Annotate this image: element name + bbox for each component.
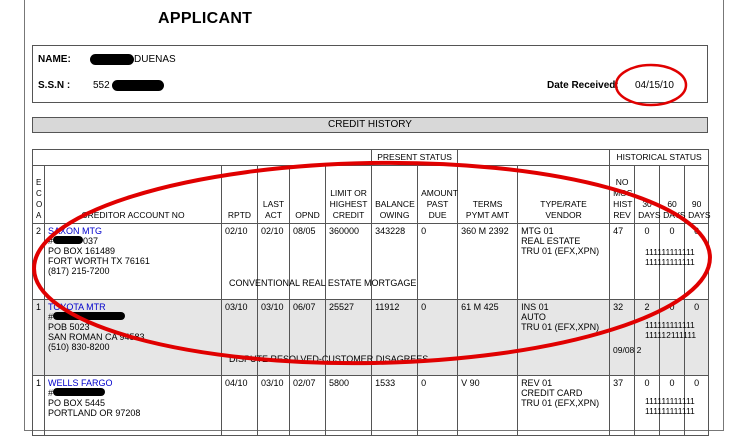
history-line-2: 111111111111 bbox=[645, 257, 695, 267]
limit-value: 360000 bbox=[326, 224, 372, 300]
col-past-due: AMOUNT PAST DUE bbox=[418, 166, 458, 224]
row-remark: CONVENTIONAL REAL ESTATE MORTGAGE bbox=[229, 278, 417, 288]
col-type: TYPE/RATE VENDOR bbox=[518, 166, 610, 224]
type-line-1: REV 01 bbox=[521, 378, 553, 388]
opnd-value: 02/07 bbox=[290, 376, 326, 436]
d90-value: 0 bbox=[685, 300, 709, 376]
present-status-header: PRESENT STATUS bbox=[372, 150, 458, 166]
limit-value: 5800 bbox=[326, 376, 372, 436]
creditor-address-1: PO BOX 161489 bbox=[48, 246, 116, 256]
date-received-label: Date Received: bbox=[547, 80, 619, 91]
table-row bbox=[33, 300, 709, 376]
no-mos-value: 37 bbox=[610, 376, 635, 436]
history-line-1: 111111111111 bbox=[645, 320, 695, 330]
account-redaction bbox=[53, 236, 83, 244]
col-last-act: LAST ACT bbox=[258, 166, 290, 224]
creditor-address-2: SAN ROMAN CA 94583 bbox=[48, 332, 145, 342]
creditor-address-2: FORT WORTH TX 76161 bbox=[48, 256, 150, 266]
type-line-1: INS 01 bbox=[521, 302, 549, 312]
history-line-1: 111111111111 bbox=[645, 396, 695, 406]
account-prefix: # bbox=[48, 388, 54, 398]
d30-value: 0 bbox=[635, 224, 660, 300]
creditor-cell bbox=[45, 376, 222, 436]
row-ecoa: 1 bbox=[33, 376, 45, 436]
type-line-2: AUTO bbox=[521, 312, 546, 322]
row-ecoa: 2 bbox=[33, 224, 45, 300]
rptd-value: 03/10 bbox=[222, 300, 258, 376]
no-mos-value: 32 bbox=[610, 300, 635, 376]
d90-value: 0 bbox=[685, 376, 709, 436]
type-cell bbox=[518, 300, 610, 376]
creditor-address-2: PORTLAND OR 97208 bbox=[48, 408, 141, 418]
past-due-value: 0 bbox=[418, 376, 458, 436]
d90-value: 0 bbox=[685, 224, 709, 300]
opnd-value: 08/05 bbox=[290, 224, 326, 300]
past-due-value: 0 bbox=[418, 224, 458, 300]
ssn-redaction bbox=[112, 80, 164, 91]
type-line-2: CREDIT CARD bbox=[521, 388, 583, 398]
account-redaction bbox=[53, 388, 105, 396]
type-line-3: TRU 01 (EFX,XPN) bbox=[521, 398, 600, 408]
col-rptd: RPTD bbox=[222, 166, 258, 224]
no-mos-value: 47 bbox=[610, 224, 635, 300]
ssn-value: 552 bbox=[93, 80, 110, 91]
col-60-days: 60 DAYS bbox=[660, 166, 685, 224]
account-prefix: # bbox=[48, 312, 54, 322]
row-remark: DISPUTE RESOLVED-CUSTOMER DISAGREES bbox=[229, 354, 429, 364]
type-cell bbox=[518, 376, 610, 436]
credit-history-table bbox=[32, 149, 709, 436]
last-act-value: 02/10 bbox=[258, 224, 290, 300]
col-limit: LIMIT OR HIGHEST CREDIT bbox=[326, 166, 372, 224]
col-terms: TERMS PYMT AMT bbox=[458, 166, 518, 224]
d30-value: 0 bbox=[635, 376, 660, 436]
d30-value: 2 bbox=[635, 300, 660, 376]
ssn-label: S.S.N : bbox=[38, 80, 71, 91]
creditor-phone: (817) 215-7200 bbox=[48, 266, 110, 276]
d60-value: 0 bbox=[660, 300, 685, 376]
creditor-link[interactable]: TOYOTA MTR bbox=[48, 302, 106, 312]
type-line-2: REAL ESTATE bbox=[521, 236, 581, 246]
balance-value: 343228 bbox=[372, 224, 418, 300]
d60-value: 0 bbox=[660, 376, 685, 436]
name-redaction bbox=[90, 54, 134, 65]
terms-value: V 90 bbox=[458, 376, 518, 436]
col-no-mos: NO MOS HIST REV bbox=[610, 166, 635, 224]
terms-value: 61 M 425 bbox=[458, 300, 518, 376]
name-label: NAME: bbox=[38, 54, 71, 65]
applicant-identity-box bbox=[32, 45, 708, 103]
terms-value: 360 M 2392 bbox=[458, 224, 518, 300]
history-line-2: 111112111111 bbox=[645, 330, 697, 340]
history-line-2: 111111111111 bbox=[645, 406, 695, 416]
type-cell bbox=[518, 224, 610, 300]
creditor-address-1: POB 5023 bbox=[48, 322, 90, 332]
credit-history-header: CREDIT HISTORY bbox=[32, 117, 708, 133]
type-line-3: TRU 01 (EFX,XPN) bbox=[521, 322, 600, 332]
account-redaction bbox=[53, 312, 125, 320]
col-90-days: 90 DAYS bbox=[685, 166, 709, 224]
creditor-link[interactable]: SAXON MTG bbox=[48, 226, 103, 236]
col-ecoa: E C O A bbox=[33, 166, 45, 224]
opnd-value: 06/07 bbox=[290, 300, 326, 376]
creditor-phone: (510) 830-8200 bbox=[48, 342, 110, 352]
creditor-cell bbox=[45, 300, 222, 376]
account-prefix: # bbox=[48, 236, 54, 246]
historical-status-header: HISTORICAL STATUS bbox=[610, 150, 709, 166]
col-creditor: CREDITOR ACCOUNT NO bbox=[45, 166, 222, 224]
col-balance: BALANCE OWING bbox=[372, 166, 418, 224]
creditor-link[interactable]: WELLS FARGO bbox=[48, 378, 113, 388]
history-line-1: 111111111111 bbox=[645, 247, 695, 257]
creditor-cell bbox=[45, 224, 222, 300]
past-due-value: 0 bbox=[418, 300, 458, 376]
type-line-3: TRU 01 (EFX,XPN) bbox=[521, 246, 600, 256]
balance-value: 1533 bbox=[372, 376, 418, 436]
creditor-address-1: PO BOX 5445 bbox=[48, 398, 106, 408]
col-opnd: OPND bbox=[290, 166, 326, 224]
table-row bbox=[33, 224, 709, 300]
page-title: APPLICANT bbox=[158, 10, 253, 27]
d60-value: 0 bbox=[660, 224, 685, 300]
account-suffix: 037 bbox=[83, 236, 99, 246]
name-value: DUENAS bbox=[134, 54, 176, 65]
history-line-3: 09/08 2 bbox=[613, 345, 642, 355]
date-received-value: 04/15/10 bbox=[635, 80, 674, 91]
rptd-value: 04/10 bbox=[222, 376, 258, 436]
rptd-value: 02/10 bbox=[222, 224, 258, 300]
balance-value: 11912 bbox=[372, 300, 418, 376]
last-act-value: 03/10 bbox=[258, 376, 290, 436]
col-30-days: 30 DAYS bbox=[635, 166, 660, 224]
table-row bbox=[33, 376, 709, 436]
limit-value: 25527 bbox=[326, 300, 372, 376]
last-act-value: 03/10 bbox=[258, 300, 290, 376]
row-ecoa: 1 bbox=[33, 300, 45, 376]
type-line-1: MTG 01 bbox=[521, 226, 554, 236]
